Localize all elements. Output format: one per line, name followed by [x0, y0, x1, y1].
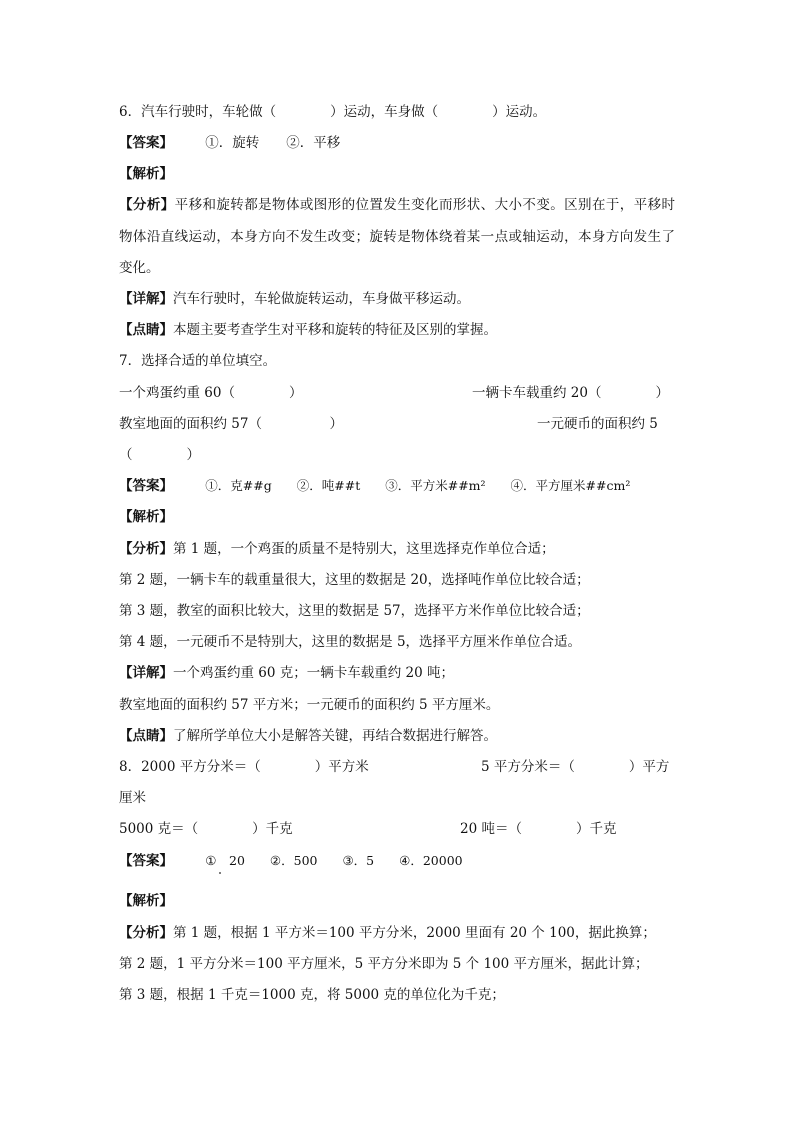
q8-fenxi-line3: 第 3 题，根据 1 千克＝1000 克，将 5000 克的单位化为千克； — [119, 987, 505, 1003]
xiangjie-tag: 【详解】 — [119, 665, 173, 681]
jiexi-tag: 【解析】 — [119, 509, 173, 525]
fenxi-tag: 【分析】 — [119, 925, 173, 941]
q8-fenxi-line1: 【分析】第 1 题，根据 1 平方米＝100 平方分米，2000 里面有 20 个 100，据此换算； — [119, 925, 656, 941]
q6-fenxi-line2: 物体沿直线运动，本身方向不发生改变；旋转是物体绕着某一点或轴运动，本身方向发生了 — [119, 229, 675, 245]
q7-question: 7．选择合适的单位填空。 — [119, 353, 277, 369]
dianjing-tag: 【点睛】 — [119, 322, 173, 338]
q7-fenxi-line4: 第 4 题，一元硬币不是特别大，这里的数据是 5，选择平方厘米作单位合适。 — [119, 634, 582, 650]
fenxi-tag: 【分析】 — [119, 541, 173, 557]
q6-dianjing: 【点睛】本题主要考查学生对平移和旋转的特征及区别的掌握。 — [119, 322, 497, 338]
q8-fenxi-line2: 第 2 题，1 平方分米＝100 平方厘米，5 平方分米即为 5 个 100 平方厘米，据此计算； — [119, 956, 649, 972]
q8-item2: 5 平方分米＝（ ）平方 — [481, 759, 670, 775]
q7-fenxi-line2: 第 2 题，一辆卡车的载重量很大，这里的数据是 20，选择吨作单位比较合适； — [119, 572, 590, 588]
q8-item3: 5000 克＝（ ）千克 — [119, 821, 293, 837]
fenxi-tag: 【分析】 — [119, 197, 175, 213]
q7-fenxi-line1: 【分析】第 1 题，一个鸡蛋的质量不是特别大，这里选择克作单位合适； — [119, 541, 555, 557]
q8-item1: 8．2000 平方分米＝（ ）平方米 — [119, 759, 369, 775]
q7-item1: 一个鸡蛋约重 60（ ） — [119, 385, 303, 401]
q6-xiangjie: 【详解】汽车行驶时，车轮做旋转运动，车身做平移运动。 — [119, 291, 470, 307]
jiexi-tag: 【解析】 — [119, 893, 173, 909]
q8-item4: 20 吨＝（ ）千克 — [460, 821, 617, 837]
q7-fenxi-line3: 第 3 题，教室的面积比较大，这里的数据是 57，选择平方米作单位比较合适； — [119, 603, 590, 619]
q8-answer: ① 20 ②．500 ③．5 ④．20000 — [205, 853, 463, 868]
q7-dianjing: 【点睛】了解所学单位大小是解答关键，再结合数据进行解答。 — [119, 728, 497, 744]
q7-answer-row — [119, 476, 630, 496]
q7-xiangjie-line2: 教室地面的面积约 57 平方米；一元硬币的面积约 5 平方厘米。 — [119, 697, 500, 713]
answer-tag: 【答案】 — [119, 853, 173, 869]
q7-item4: 一元硬币的面积约 5 — [537, 416, 658, 432]
dianjing-tag: 【点睛】 — [119, 728, 173, 744]
q6-question: 6．汽车行驶时，车轮做（ ）运动，车身做（ ）运动。 — [119, 104, 547, 120]
q6-fenxi-line3: 变化。 — [119, 260, 160, 276]
q8-item2-cont: 厘米 — [119, 790, 146, 806]
jiexi-tag: 【解析】 — [119, 166, 173, 182]
xiangjie-tag: 【详解】 — [119, 291, 173, 307]
answer-tag: 【答案】 — [119, 135, 173, 151]
stray-dot — [219, 872, 221, 874]
q7-item2: 一辆卡车载重约 20（ ） — [472, 385, 669, 401]
q6-answer: ①．旋转 ②．平移 — [205, 135, 341, 151]
answer-tag: 【答案】 — [119, 478, 173, 494]
q7-answer: ①．克##g ②．吨##t ③．平方米##m² ④．平方厘米##cm² — [205, 478, 631, 493]
q7-item4-blank: （ ） — [119, 447, 200, 463]
q7-item3: 教室地面的面积约 57（ ） — [119, 416, 343, 432]
q7-xiangjie-line1: 【详解】一个鸡蛋约重 60 克；一辆卡车载重约 20 吨； — [119, 665, 455, 681]
q6-fenxi-line1: 【分析】平移和旋转都是物体或图形的位置发生变化而形状、大小不变。区别在于，平移时 — [119, 197, 676, 213]
q8-answer-row — [119, 851, 463, 871]
q6-answer-row — [119, 133, 340, 153]
